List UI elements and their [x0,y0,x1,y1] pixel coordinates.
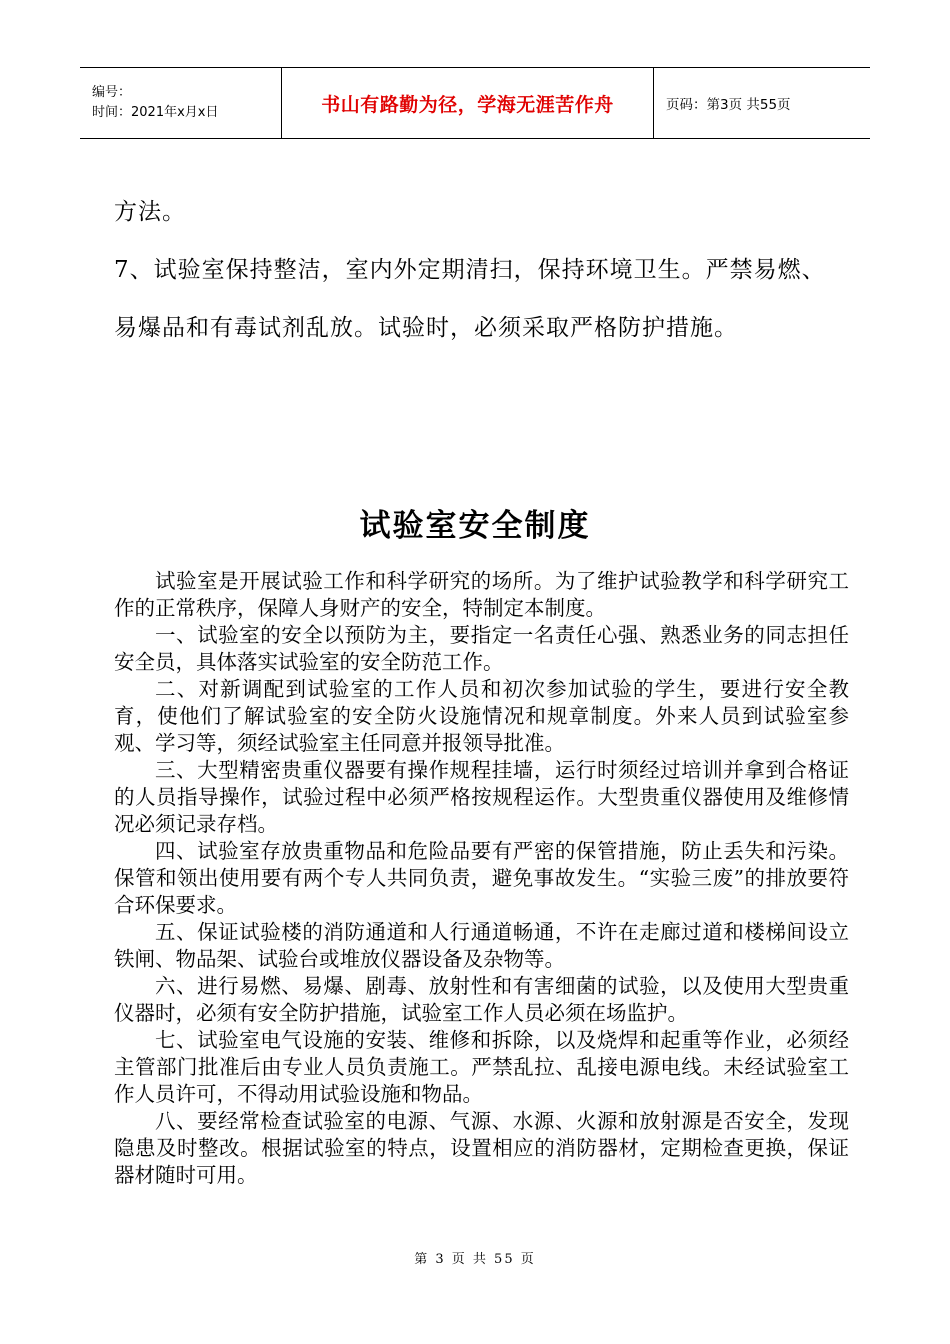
document-time-label: 时间：2021年x月x日 [92,105,219,120]
header-motto-cell [281,68,654,138]
body-paragraph-7: 七、试验室电气设施的安装、维修和拆除，以及烧焊和起重等作业，必须经主管部门批准后由专业人员负责施工。严禁乱拉、乱接电源电线。未经试验室工作人员许可，不得动用试验设施和物品。 [114,1028,849,1106]
body-paragraph-intro: 试验室是开展试验工作和科学研究的场所。为了维护试验教学和科学研究工作的正常秩序，保障人身财产的安全，特制定本制度。 [114,569,849,620]
body-paragraph-2: 二、对新调配到试验室的工作人员和初次参加试验的学生，要进行安全教育，使他们了解试验室的安全防火设施情况和规章制度。外来人员到试验室参观、学习等，须经试验室主任同意并报领导批准。 [114,677,849,755]
body-paragraph-4: 四、试验室存放贵重物品和危险品要有严密的保管措施，防止丢失和污染。保管和领出使用要有两个专人共同负责，避免事故发生。“实验三废”的排放要符合环保要求。 [114,839,849,917]
body-paragraph-3: 三、大型精密贵重仪器要有操作规程挂墙，运行时须经过培训并拿到合格证的人员指导操作，试验过程中必须严格按规程运作。大型贵重仪器使用及维修情况必须记录存档。 [114,758,849,836]
continuation-line: 方法。 [114,199,186,225]
document-title: 试验室安全制度 [359,508,591,544]
body-paragraph-1: 一、试验室的安全以预防为主，要指定一名责任心强、熟悉业务的同志担任安全员，具体落实试验室的安全防范工作。 [114,623,849,674]
document-number-label: 编号： [92,85,132,100]
header-motto: 书山有路勤为径，学海无涯苦作舟 [321,93,614,116]
page-footer: 第 3 页 共 55 页 [414,1252,536,1267]
page-header [80,67,870,139]
header-page-info-cell [654,68,791,138]
body-paragraph-6: 六、进行易燃、易爆、剧毒、放射性和有害细菌的试验，以及使用大型贵重仪器时，必须有安全防护措施，试验室工作人员必须在场监护。 [114,974,849,1025]
header-page-info: 页码：第3页 共55页 [666,97,791,113]
document-body [114,568,849,1189]
body-paragraph-5: 五、保证试验楼的消防通道和人行通道畅通，不许在走廊过道和楼梯间设立铁闸、物品架、试验台或堆放仪器设备及杂物等。 [114,920,849,971]
body-paragraph-8: 八、要经常检查试验室的电源、气源、水源、火源和放射源是否安全，发现隐患及时整改。根据试验室的特点，设置相应的消防器材，定期检查更换，保证器材随时可用。 [114,1109,849,1187]
continuation-paragraph: 7、试验室保持整洁，室内外定期清扫，保持环境卫生。严禁易燃、易爆品和有毒试剂乱放。试验时，必须采取严格防护措施。 [114,257,826,341]
header-meta [80,68,281,138]
